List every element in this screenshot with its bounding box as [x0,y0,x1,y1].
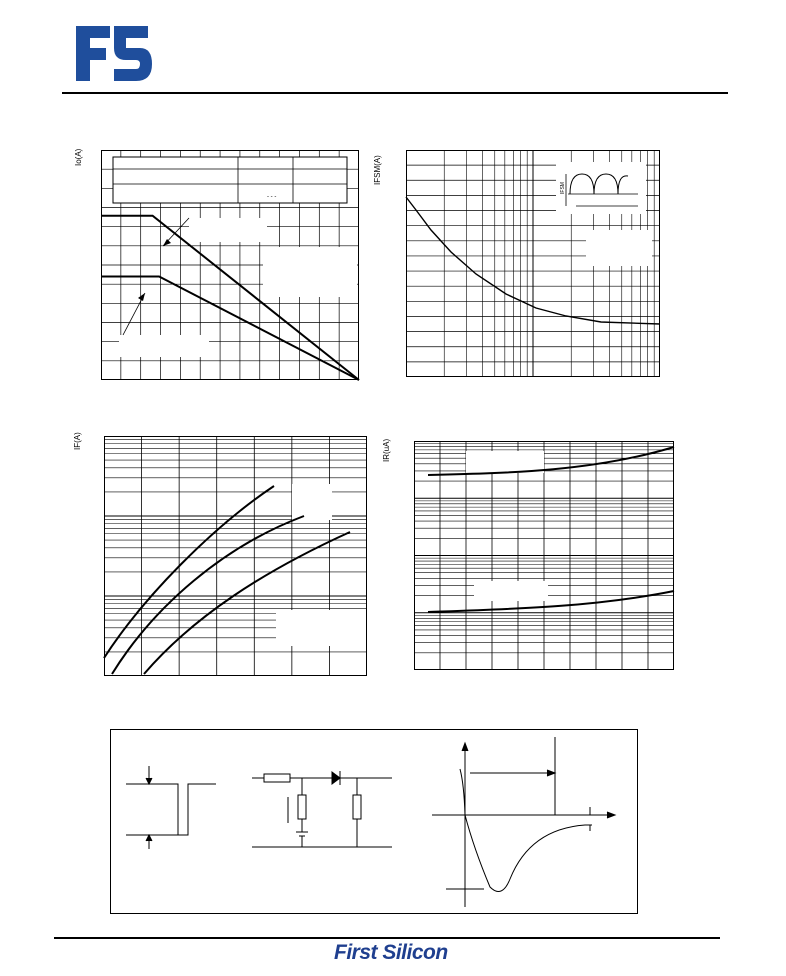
annotation-box [119,335,209,357]
chart2-ylabel: IFSM(A) [373,155,382,185]
circuit-schematic [252,771,392,847]
annotation-box [189,218,267,242]
inset-label: IFSM [560,182,566,194]
chart4-ylabel: IR(uA) [382,438,391,462]
annotation-box [466,451,544,473]
footer-brand-text: First Silicon [334,941,448,964]
chart1-ylabel: Io(A) [74,148,83,166]
figure-frame [111,730,638,914]
annotation-box [263,247,357,297]
header-rule [62,92,728,94]
annotation-box [292,484,332,520]
test-circuit-figure [110,729,638,914]
chart4 [414,441,674,670]
recovery-waveform [432,737,615,907]
chart3-ylabel: IF(A) [73,432,82,450]
legend-box [113,157,347,203]
legend-text: - - - [267,194,277,200]
footer-rule [54,937,720,939]
chart2 [406,150,660,377]
brand-logo [74,26,154,82]
annotation-box [276,610,366,646]
annotation-box [474,581,548,601]
pulse-waveform [126,766,216,849]
chart3 [104,436,367,676]
annotation-box [586,230,652,266]
chart1 [101,150,359,380]
